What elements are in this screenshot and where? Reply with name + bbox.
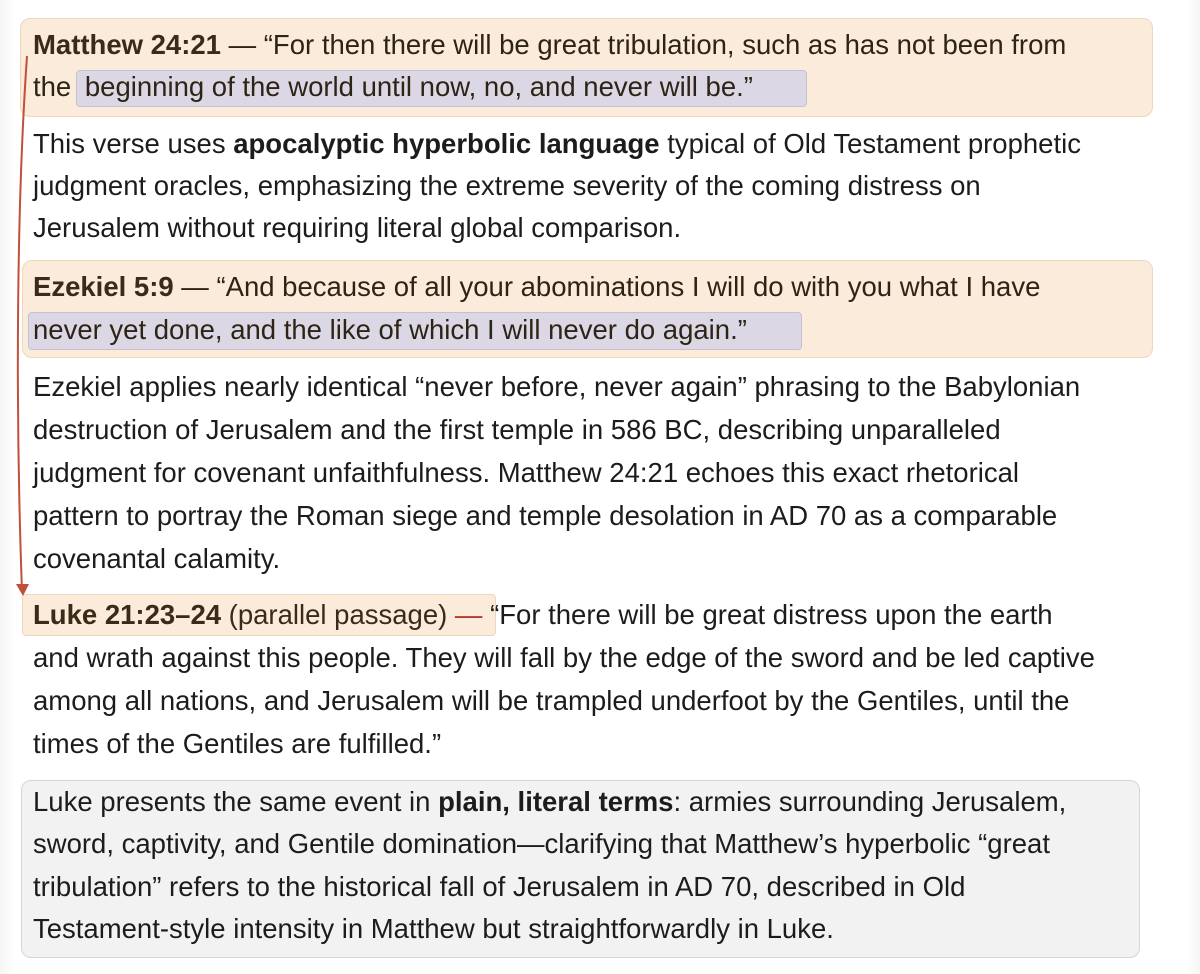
luke-line-2: and wrath against this people. They will fall by the edge of the sword and be led captive [33,642,1095,673]
commentary-2-line-2: destruction of Jerusalem and the first temple in 586 BC, describing unparalleled [33,414,1001,445]
commentary-2-line-4: pattern to portray the Roman siege and temple desolation in AD 70 as a comparable [33,500,1058,531]
commentary-3-line-4: Testament-style intensity in Matthew but straightforwardly in Luke. [33,913,834,944]
commentary-1-bold: apocalyptic hyperbolic language [233,128,660,159]
commentary-1-text-before: This verse uses [33,128,234,159]
matthew-dash: — [220,29,264,60]
commentary-1-text-after: typical of Old Testament prophetic [659,128,1081,159]
commentary-1-line-1 [33,123,1173,166]
commentary-3-text-after: : armies surrounding Jerusalem, [673,786,1067,817]
commentary-2-line-3: judgment for covenant unfaithfulness. Matthew 24:21 echoes this exact rhetorical [33,457,1019,488]
commentary-3-line-2: sword, captivity, and Gentile domination—clarifying that Matthew’s hyperbolic “great [33,828,1050,859]
commentary-3-bold: plain, literal terms [438,786,674,817]
commentary-3-line-3: tribulation” refers to the historical fall of Jerusalem in AD 70, described in Old [33,871,966,902]
matthew-line-1 [33,24,1173,67]
commentary-3-text-before: Luke presents the same event in [33,786,439,817]
ezekiel-dash: — [173,271,217,302]
left-edge-shadow [0,0,14,974]
ezekiel-quote-line-1: “And because of all your abominations I will do with you what I have [216,271,1041,302]
commentary-3-line-1 [33,781,1173,824]
matthew-quote-highlighted: beginning of the world until now, no, and never will be.” [84,71,753,102]
matthew-quote-line-1: “For then there will be great tribulation, such as has not been from [263,29,1067,60]
commentary-2-line-1: Ezekiel applies nearly identical “never before, never again” phrasing to the Babylonian [33,371,1081,402]
luke-line-4: times of the Gentiles are fulfilled.” [33,728,442,759]
matthew-reference: Matthew 24:21 [33,29,221,60]
matthew-quote-the: the [33,71,79,102]
luke-line-3: among all nations, and Jerusalem will be trampled underfoot by the Gentiles, until the [33,685,1070,716]
matthew-line-2 [33,66,1173,109]
ezekiel-line-2 [33,309,1173,352]
luke-dash: — [447,599,491,630]
ezekiel-reference: Ezekiel 5:9 [33,271,174,302]
right-edge-shadow [1186,0,1200,974]
luke-quote-line-1: “For there will be great distress upon the earth [490,599,1053,630]
ezekiel-line-1 [33,266,1173,309]
luke-parenthetical: (parallel passage) [221,599,448,630]
ezekiel-quote-highlighted: never yet done, and the like of which I will never do again.” [33,314,747,345]
commentary-1-line-3: Jerusalem without requiring literal global comparison. [33,212,682,243]
luke-line-1 [33,594,1173,637]
luke-reference: Luke 21:23–24 [33,599,222,630]
commentary-2-line-5: covenantal calamity. [33,543,281,574]
commentary-1-line-2: judgment oracles, emphasizing the extreme severity of the coming distress on [33,170,981,201]
